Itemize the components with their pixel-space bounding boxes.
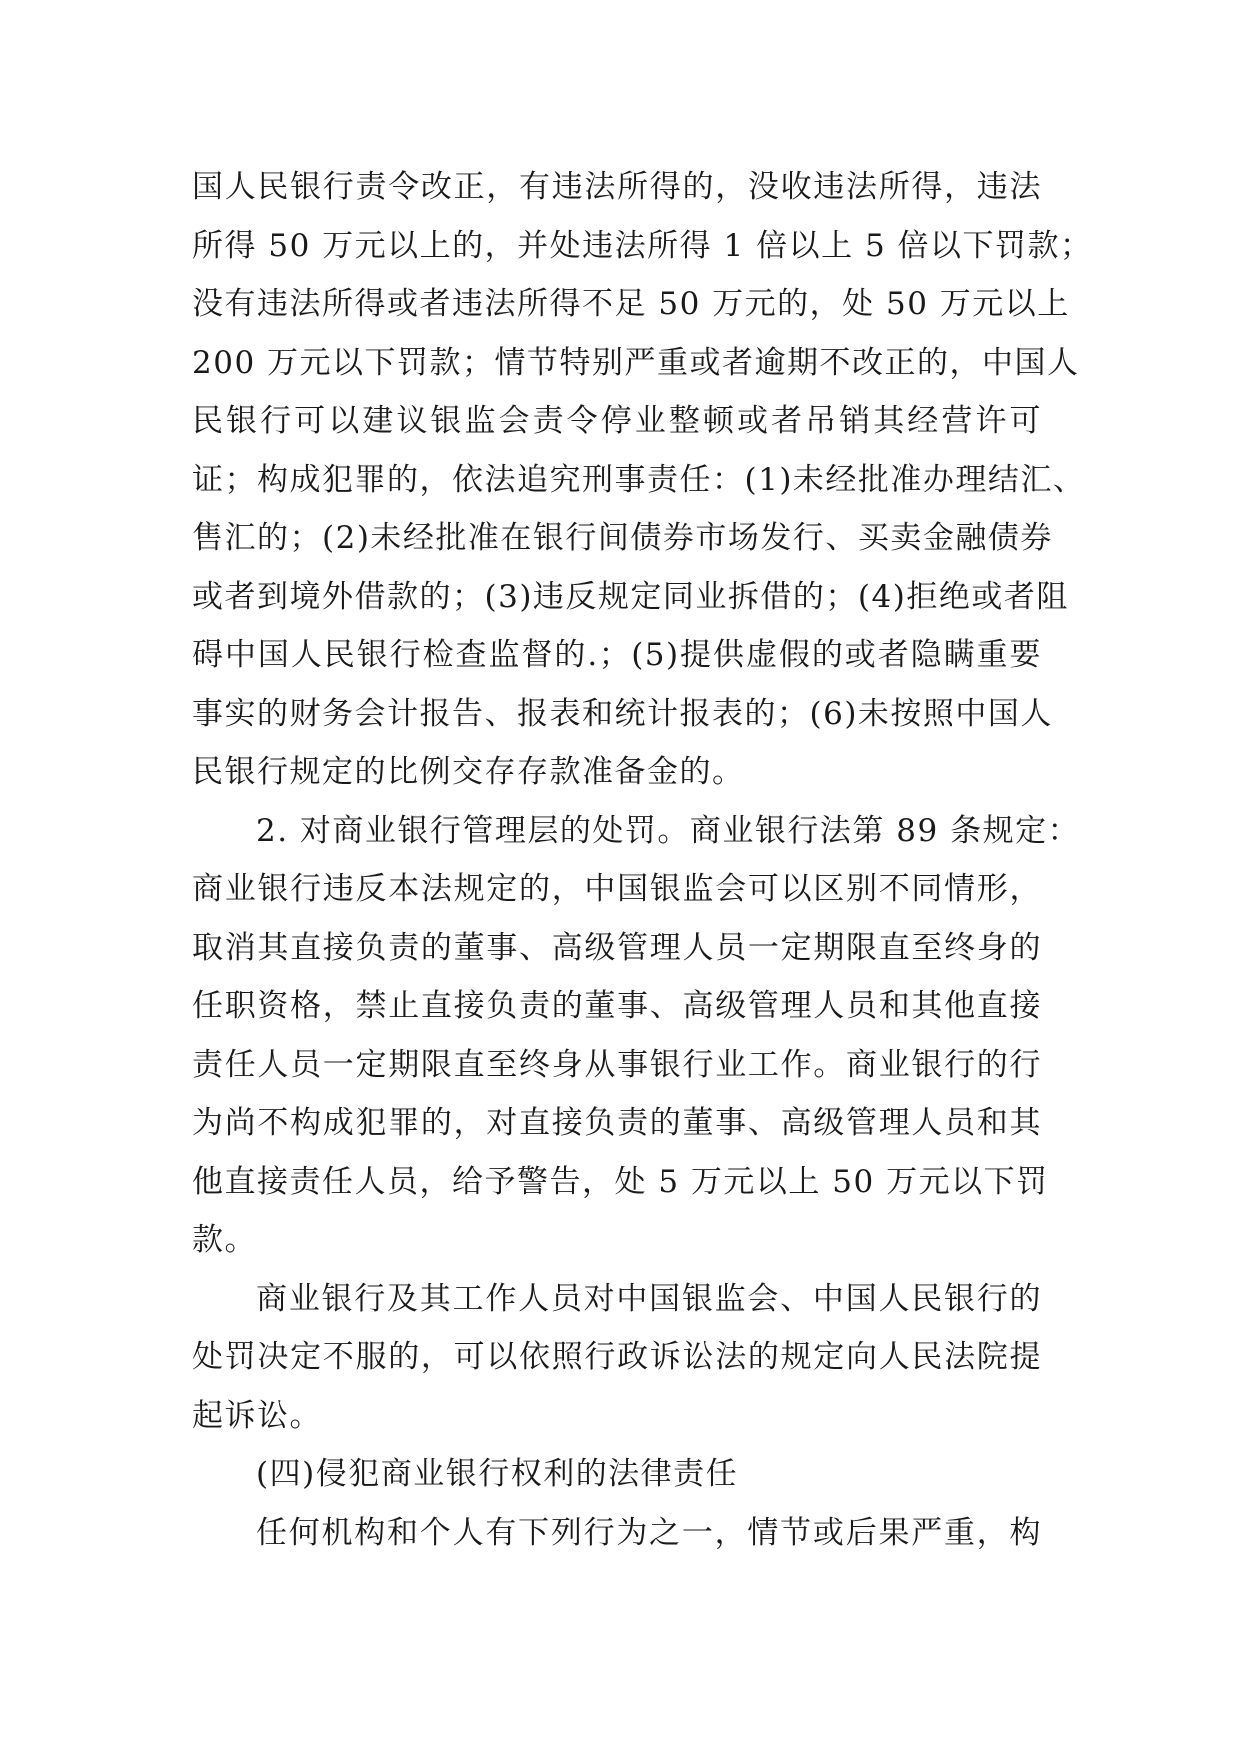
text-line: 国人民银行责令改正，有违法所得的，没收违法所得，违法	[192, 169, 1042, 205]
text-line: 200 万元以下罚款；情节特别严重或者逾期不改正的，中国人	[192, 344, 1080, 381]
paragraph-2	[192, 802, 1081, 1270]
text-line: 起诉讼。	[192, 1397, 322, 1434]
text-line: 碍中国人民银行检查监督的.；(5)提供虚假的或者隐瞒重要	[192, 637, 1042, 673]
text-line: 所得 50 万元以上的，并处违法所得 1 倍以上 5 倍以下罚款；	[192, 227, 1093, 264]
text-line: 取消其直接负责的董事、高级管理人员一定期限直至终身的	[192, 929, 1042, 966]
text-line: 商业银行及其工作人员对中国银监会、中国人民银行的	[256, 1280, 1042, 1317]
text-line: 证；构成犯罪的，依法追究刑事责任：(1)未经批准办理结汇、	[192, 461, 1086, 498]
text-line: 商业银行违反本法规定的，中国银监会可以区别不同情形，	[192, 871, 1042, 907]
text-line: 处罚决定不服的，可以依照行政诉讼法的规定向人民法院提	[192, 1339, 1042, 1375]
text-line: 任职资格，禁止直接负责的董事、高级管理人员和其他直接	[192, 988, 1042, 1024]
text-line: 任何机构和个人有下列行为之一，情节或后果严重，构	[256, 1514, 1042, 1551]
section-heading	[192, 1445, 1042, 1504]
text-line: 责任人员一定期限直至终身从事银行业工作。商业银行的行	[192, 1046, 1042, 1083]
paragraph-3	[192, 1270, 1042, 1446]
text-line: 售汇的；(2)未经批准在银行间债券市场发行、买卖金融债券	[192, 520, 1053, 556]
paragraph-5	[192, 1504, 1042, 1563]
text-line: (四)侵犯商业银行权利的法律责任	[256, 1456, 739, 1492]
text-line: 没有违法所得或者违法所得不足 50 万元的，处 50 万元以上	[192, 286, 1070, 322]
text-line: 或者到境外借款的；(3)违反规定同业拆借的；(4)拒绝或者阻	[192, 578, 1069, 615]
text-line: 2. 对商业银行管理层的处罚。商业银行法第 89 条规定：	[256, 812, 1081, 849]
text-line: 民银行规定的比例交存存款准备金的。	[192, 754, 745, 790]
text-line: 事实的财务会计报告、报表和统计报表的；(6)未按照中国人	[192, 695, 1053, 732]
paragraph-1	[192, 158, 1093, 802]
document-body	[192, 158, 1093, 1562]
text-line: 款。	[192, 1222, 257, 1258]
text-line: 为尚不构成犯罪的，对直接负责的董事、高级管理人员和其	[192, 1105, 1042, 1141]
text-line: 民银行可以建议银监会责令停业整顿或者吊销其经营许可	[192, 403, 1042, 439]
text-line: 他直接责任人员，给予警告，处 5 万元以上 50 万元以下罚	[192, 1163, 1049, 1200]
